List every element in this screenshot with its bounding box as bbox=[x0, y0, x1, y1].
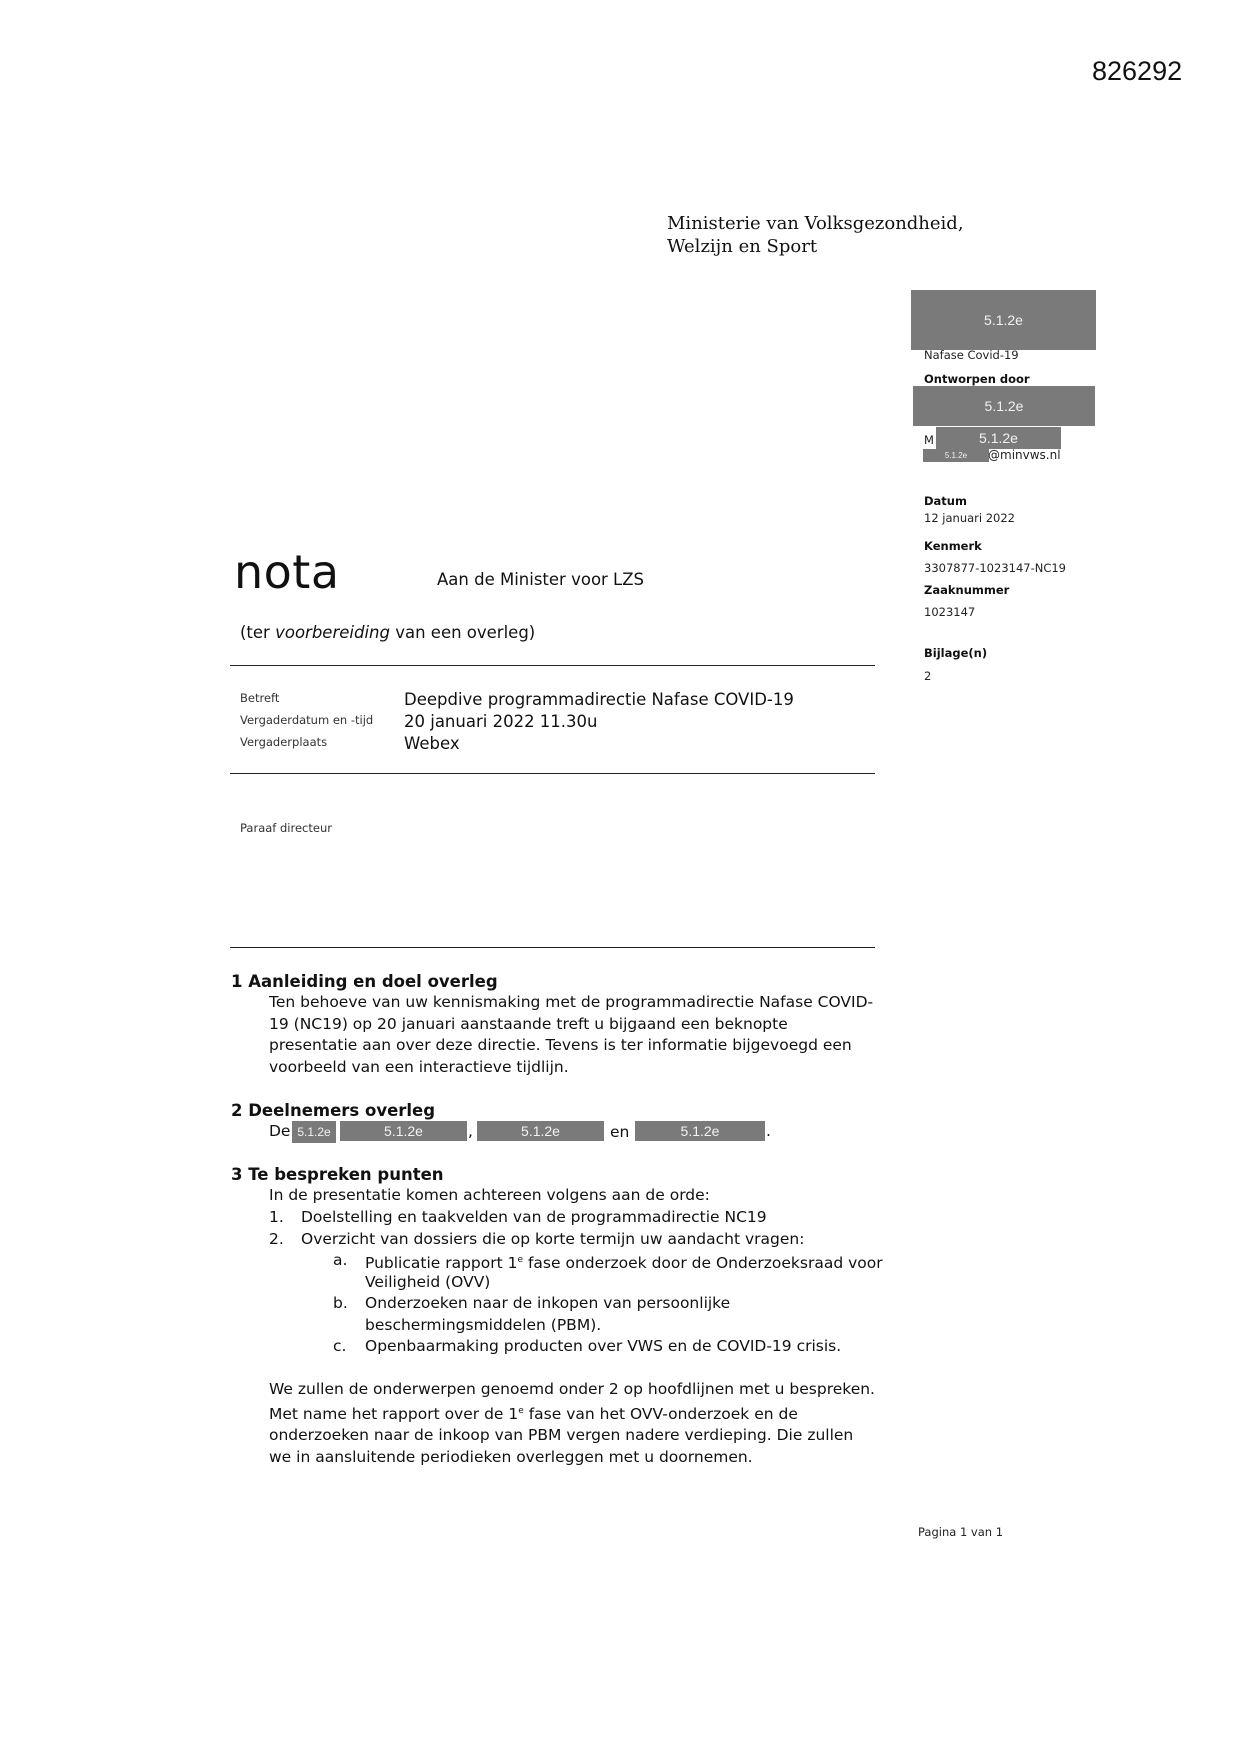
redaction-block: 5.1.2e bbox=[936, 427, 1061, 449]
divider bbox=[230, 665, 875, 666]
purpose-line: (ter voorbereiding van een overleg) bbox=[240, 623, 536, 642]
datetime-value: 20 januari 2022 11.30u bbox=[404, 712, 598, 731]
divider bbox=[230, 947, 875, 948]
participants-prefix: De bbox=[269, 1122, 291, 1140]
redaction-block: 5.1.2e bbox=[292, 1121, 336, 1143]
closing-line: onderzoeken naar de inkoop van PBM vergen nadere verdieping. Die zullen bbox=[269, 1426, 854, 1445]
section-1-line: presentatie aan over deze directie. Tevens is ter informatie bijgevoegd een bbox=[269, 1036, 852, 1054]
subject-label: Betreft bbox=[240, 691, 280, 705]
sidebar-date-label: Datum bbox=[924, 494, 967, 508]
sub-item-letter: a. bbox=[333, 1251, 348, 1269]
ministry-line-2: Welzijn en Sport bbox=[667, 236, 818, 257]
director-initial-label: Paraaf directeur bbox=[240, 821, 332, 835]
closing-line: We zullen de onderwerpen genoemd onder 2 op hoofdlijnen met u bespreken. bbox=[269, 1380, 875, 1398]
redaction-block: 5.1.2e bbox=[635, 1121, 765, 1141]
ministry-name bbox=[667, 212, 964, 258]
section-1-line: 19 (NC19) op 20 januari aanstaande treft u bijgaand een beknopte bbox=[269, 1014, 788, 1033]
section-1-title: 1 Aanleiding en doel overleg bbox=[231, 972, 498, 991]
section-3-closing bbox=[269, 1379, 875, 1468]
redaction-block: 5.1.2e bbox=[477, 1121, 604, 1141]
sidebar-attachments-value: 2 bbox=[924, 669, 932, 683]
sidebar-case-label: Zaaknummer bbox=[924, 583, 1010, 597]
redaction-block: 5.1.2e bbox=[913, 386, 1095, 426]
participants-and: en bbox=[610, 1123, 630, 1141]
location-value: Webex bbox=[404, 734, 460, 753]
datetime-label: Vergaderdatum en -tijd bbox=[240, 713, 374, 727]
sidebar-department: Nafase Covid-19 bbox=[924, 348, 1019, 362]
section-1-line: Ten behoeve van uw kennismaking met de programmadirectie Nafase COVID- bbox=[269, 993, 874, 1011]
section-2-title: 2 Deelnemers overleg bbox=[231, 1101, 436, 1120]
redaction-block: 5.1.2e bbox=[923, 449, 989, 462]
sub-item: Openbaarmaking producten over VWS en de COVID-19 crisis. bbox=[365, 1337, 842, 1355]
participants-comma: , bbox=[468, 1122, 473, 1140]
list-item-number: 1. bbox=[269, 1208, 284, 1226]
divider bbox=[230, 773, 875, 774]
document-number: 826292 bbox=[1092, 56, 1183, 86]
sidebar-attachments-label: Bijlage(n) bbox=[924, 646, 988, 660]
list-item: Doelstelling en taakvelden van de programmadirectie NC19 bbox=[301, 1208, 767, 1226]
sidebar-designed-by-label: Ontworpen door bbox=[924, 372, 1030, 386]
closing-line: Met name het rapport over de 1e fase van het OVV-onderzoek en de bbox=[269, 1404, 798, 1423]
ministry-line-1: Ministerie van Volksgezondheid, bbox=[667, 213, 964, 234]
sub-item: Publicatie rapport 1e fase onderzoek door de Onderzoeksraad voor bbox=[365, 1254, 883, 1273]
sidebar-reference-value: 3307877-1023147-NC19 bbox=[924, 561, 1066, 575]
list-item: Overzicht van dossiers die op korte termijn uw aandacht vragen: bbox=[301, 1230, 805, 1248]
addressee: Aan de Minister voor LZS bbox=[437, 570, 645, 589]
sub-item-continuation: Veiligheid (OVV) bbox=[365, 1273, 491, 1291]
participants-period: . bbox=[766, 1122, 771, 1140]
redaction-block: 5.1.2e bbox=[911, 290, 1096, 350]
sidebar-m-prefix: M bbox=[924, 433, 934, 447]
sub-item-letter: c. bbox=[333, 1337, 347, 1355]
location-label: Vergaderplaats bbox=[240, 735, 328, 749]
section-3-intro: In de presentatie komen achtereen volgens aan de orde: bbox=[269, 1186, 710, 1204]
document-type: nota bbox=[234, 545, 340, 599]
sub-item-continuation: beschermingsmiddelen (PBM). bbox=[365, 1316, 602, 1334]
sub-item-letter: b. bbox=[333, 1294, 348, 1312]
list-item-number: 2. bbox=[269, 1230, 284, 1248]
redaction-block: 5.1.2e bbox=[340, 1121, 467, 1141]
section-1-body bbox=[269, 992, 873, 1078]
page-number: Pagina 1 van 1 bbox=[918, 1525, 1004, 1539]
sub-item: Onderzoeken naar de inkopen van persoonlijke bbox=[365, 1294, 731, 1312]
section-1-line: voorbeeld van een interactieve tijdlijn. bbox=[269, 1057, 569, 1076]
sidebar-email-suffix: @minvws.nl bbox=[988, 448, 1061, 462]
sidebar-case-value: 1023147 bbox=[924, 605, 976, 619]
section-3-title: 3 Te bespreken punten bbox=[231, 1165, 444, 1184]
sidebar-date-value: 12 januari 2022 bbox=[924, 511, 1016, 525]
sidebar-reference-label: Kenmerk bbox=[924, 539, 982, 553]
subject-value: Deepdive programmadirectie Nafase COVID-19 bbox=[404, 690, 794, 709]
closing-line: we in aansluitende periodieken overleggen met u doornemen. bbox=[269, 1447, 753, 1466]
